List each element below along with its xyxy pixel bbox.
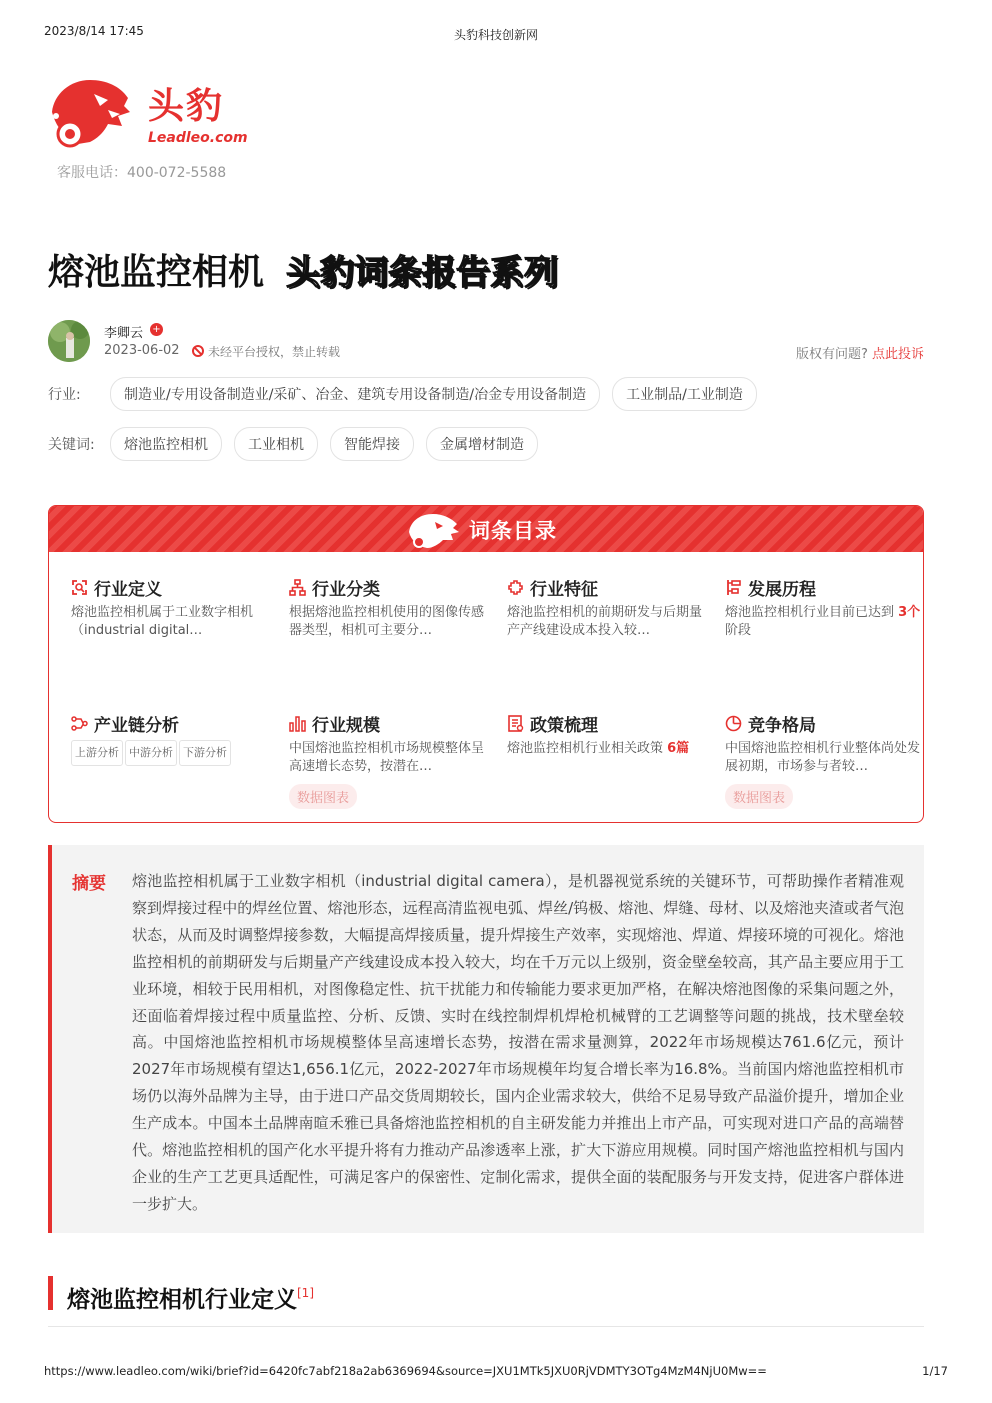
policy-count: 6篇 <box>667 741 690 756</box>
toc-item-competition[interactable] <box>725 712 924 809</box>
section-heading <box>48 1276 314 1313</box>
leopard-logo-icon <box>48 72 132 150</box>
print-datetime: 2023/8/14 17:45 <box>44 24 144 38</box>
author-row <box>48 318 924 362</box>
publish-date: 2023-06-02 <box>104 343 180 358</box>
upstream-chip[interactable]: 上游分析 <box>71 740 123 766</box>
keywords-row <box>48 427 538 461</box>
keyword-tag[interactable]: 金属增材制造 <box>426 427 538 461</box>
print-url: https://www.leadleo.com/wiki/brief?id=6420fc7abf218a2ab6369694&source=JXU1MTk5JXU0RjVDMTY3OTg4MzM4NjU0Mw== <box>44 1364 767 1378</box>
leopard-mascot-icon <box>405 510 461 550</box>
toc-item-desc: 熔池监控相机行业相关政策 6篇 <box>507 741 690 756</box>
copyright-notice <box>192 343 340 360</box>
print-header <box>44 24 948 40</box>
toc-item-desc: 熔池监控相机行业目前已达到 3个阶段 <box>725 605 921 638</box>
section-divider <box>48 1326 924 1327</box>
summary-box <box>48 845 924 1233</box>
keyword-tag[interactable]: 熔池监控相机 <box>110 427 222 461</box>
toc-item-title: 行业定义 <box>94 579 162 600</box>
midstream-chip[interactable]: 中游分析 <box>125 740 177 766</box>
reference-marker[interactable]: [1] <box>297 1286 314 1300</box>
report-title <box>48 244 558 295</box>
toc-item-title: 产业链分析 <box>94 715 179 736</box>
toc-item-classification[interactable] <box>289 576 489 640</box>
toc-item-title: 行业特征 <box>530 579 598 600</box>
summary-text: 熔池监控相机属于工业数字相机（industrial digital camera），是机器视觉系统的关键环节，可帮助操作者精准观察到焊接过程中的焊丝位置、熔池形态，远程高清监视电弧、焊丝/钨极、熔池、焊缝、母材、以及熔池夹渣或者气泡状态，从而及时调整焊接参数，大幅提高焊接质量，提升焊接生产效率，实现熔池、焊道、焊接环境的可视化。熔池监控相机的前期研发与后期量产产线建设成本投入较大，均在千万元以上级别，资金壁垒较高，其产品主要应用于工业环境，相较于民用相机，对图像稳定性、抗干扰能力和传输能力要求更加严格，在解决熔池图像的采集问题之外，还面临着焊接过程中质量监控、分析、反馈、实时在线控制焊机焊枪机械臂的工艺调整等问题的挑战，技术壁垒较高。中国熔池监控相机市场规模整体呈高速增长态势，按潜在需求量测算，2022年市场规模达761.6亿元，预计2027年市场规模有望达1,656.1亿元，2022-2027年市场规模年均复合增长率为16.8%。当前国内熔池监控相机市场仍以海外品牌为主导，由于进口产品交货周期较长，国内企业需求较大，供给不足易导致产品溢价提升，增加企业生产成本。中国本土品牌南暄禾雅已具备熔池监控相机的自主研发能力并推出上市产品，可实现对进口产品的高端替代。熔池监控相机的国产化水平提升将有力推动产品渗透率上涨，扩大下游应用规模。同时国产熔池监控相机与国内企业的生产工艺更具适配性，可满足客户的保密性、定制化需求，提供全面的装配服务与开发支持，促进客户群体进一步扩大。 <box>132 872 904 1213</box>
report-title-main: 熔池监控相机 <box>48 252 265 293</box>
toc-item-desc: 熔池监控相机属于工业数字相机（industrial digital… <box>71 605 254 638</box>
industry-row <box>48 377 757 411</box>
keyword-tag[interactable]: 智能焊接 <box>330 427 414 461</box>
toc-item-title: 行业规模 <box>312 715 380 736</box>
toc-item-desc: 熔池监控相机的前期研发与后期量产产线建设成本投入较… <box>507 605 703 638</box>
section-title: 熔池监控相机行业定义 <box>67 1287 297 1313</box>
toc-item-definition[interactable] <box>71 576 271 640</box>
leadleo-logo[interactable] <box>48 72 248 152</box>
service-hotline: 客服电话：400-072-5588 <box>57 165 227 181</box>
author-avatar[interactable] <box>48 320 90 362</box>
toc-item-history[interactable] <box>725 576 924 640</box>
report-title-series: 头豹词条报告系列 <box>286 253 559 293</box>
verified-badge-icon: + <box>150 323 163 336</box>
downstream-chip[interactable]: 下游分析 <box>179 740 231 766</box>
industry-label: 行业: <box>48 387 81 403</box>
policy-icon <box>507 715 524 732</box>
feature-icon <box>507 579 524 596</box>
toc-item-desc: 根据熔池监控相机使用的图像传感器类型，相机可主要分… <box>289 605 485 638</box>
author-name[interactable]: 李卿云 <box>104 326 144 341</box>
data-chart-pill[interactable]: 数据图表 <box>289 784 357 809</box>
print-site-name: 头豹科技创新网 <box>453 28 538 42</box>
copyright-question-text: 版权有问题? <box>795 347 868 362</box>
logo-brand-text: 头豹 <box>148 86 225 127</box>
keyword-tag[interactable]: 工业相机 <box>234 427 318 461</box>
prohibited-icon <box>192 345 204 357</box>
industry-tag[interactable]: 工业制品/工业制造 <box>612 377 757 411</box>
copyright-notice-text: 未经平台授权，禁止转载 <box>208 345 341 359</box>
copyright-question <box>796 343 924 362</box>
toc-item-title: 竞争格局 <box>748 715 816 736</box>
chain-icon <box>71 715 88 732</box>
scale-icon <box>289 715 306 732</box>
toc-item-chips <box>71 740 271 766</box>
toc-item-scale[interactable] <box>289 712 489 809</box>
toc-item-policy[interactable] <box>507 712 707 758</box>
definition-icon <box>71 579 88 596</box>
print-footer <box>44 1364 948 1378</box>
keywords-label: 关键词: <box>48 437 95 453</box>
page-number: 1/17 <box>922 1364 948 1378</box>
toc-item-chain[interactable] <box>71 712 271 766</box>
toc-header <box>49 506 923 552</box>
toc-item-title: 行业分类 <box>312 579 380 600</box>
stage-count: 3个 <box>898 605 921 620</box>
industry-tag[interactable]: 制造业/专用设备制造业/采矿、冶金、建筑专用设备制造/冶金专用设备制造 <box>110 377 600 411</box>
toc-title: 词条目录 <box>469 519 557 543</box>
entry-toc <box>48 505 924 823</box>
toc-item-title: 发展历程 <box>748 579 816 600</box>
toc-item-desc: 中国熔池监控相机行业整体尚处发展初期，市场参与者较… <box>725 741 921 774</box>
classification-icon <box>289 579 306 596</box>
summary-label: 摘要 <box>72 874 106 894</box>
data-chart-pill[interactable]: 数据图表 <box>725 784 793 809</box>
report-link[interactable]: 点此投诉 <box>871 347 924 362</box>
history-icon <box>725 579 742 596</box>
toc-item-title: 政策梳理 <box>530 715 598 736</box>
logo-domain-text: Leadleo.com <box>148 130 248 146</box>
toc-item-desc: 中国熔池监控相机市场规模整体呈高速增长态势，按潜在… <box>289 741 485 774</box>
toc-item-feature[interactable] <box>507 576 707 640</box>
competition-icon <box>725 715 742 732</box>
